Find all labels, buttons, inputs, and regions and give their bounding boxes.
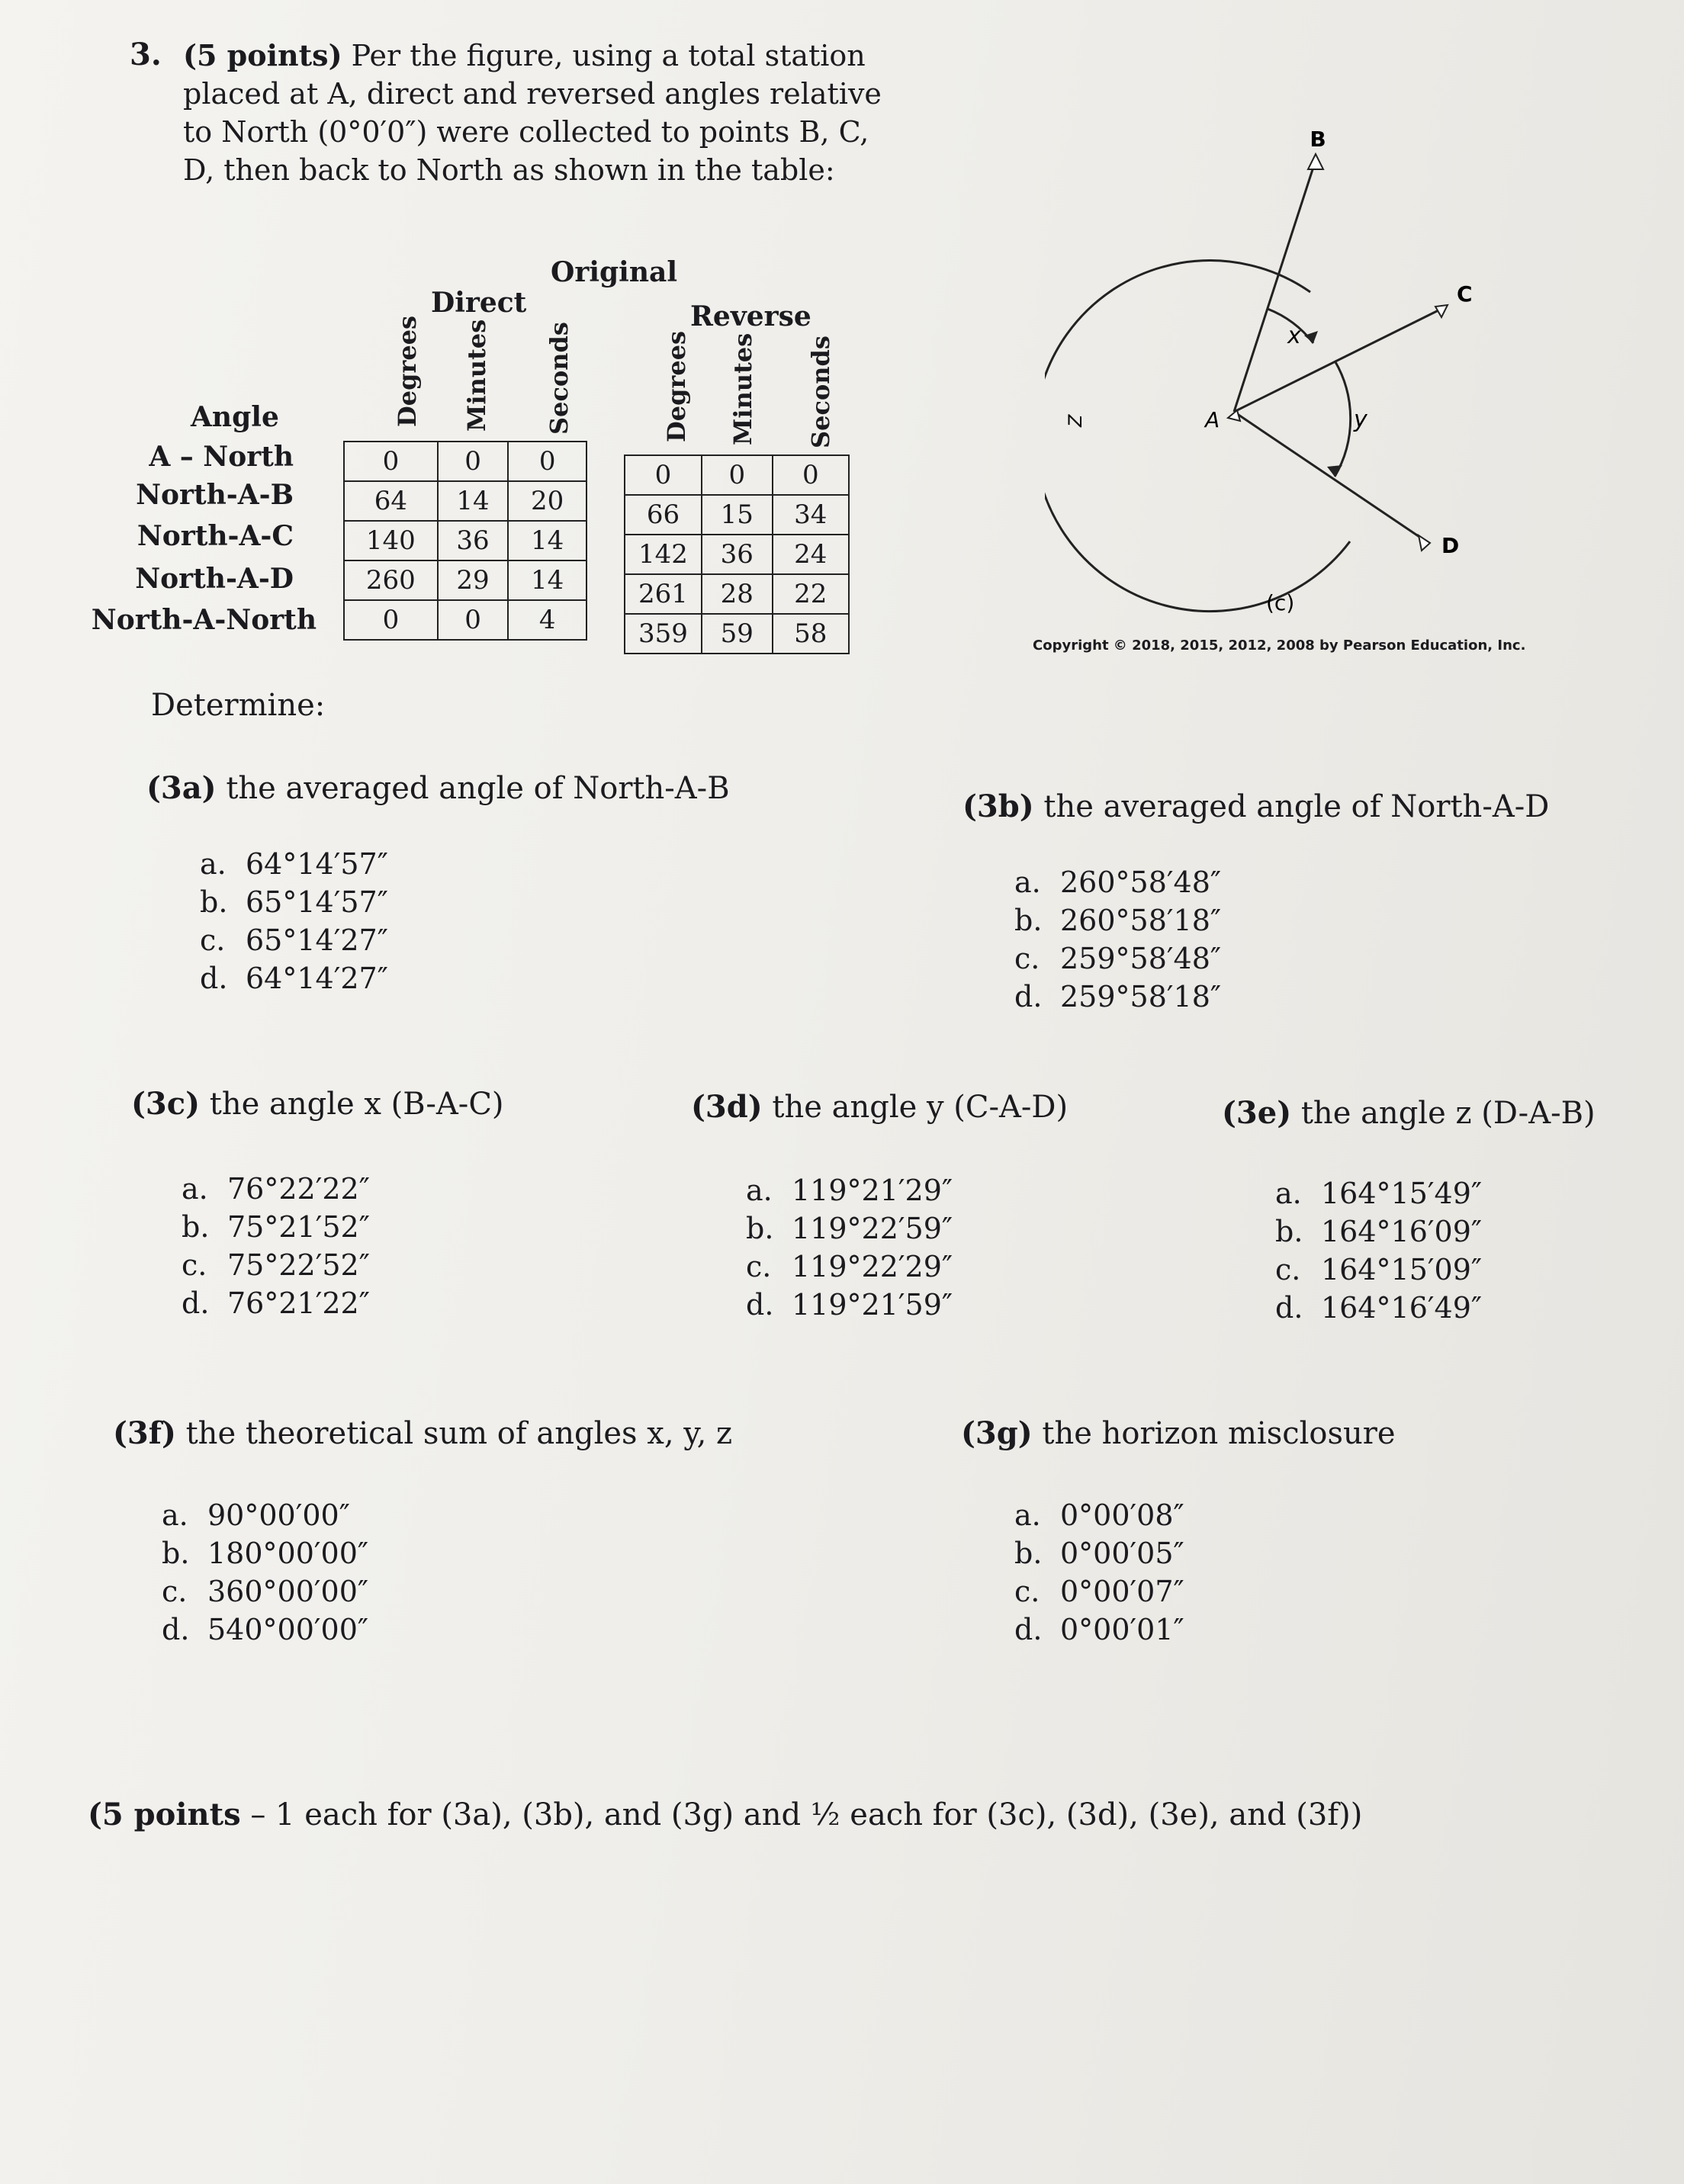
option-value: 64°14′57″ [246, 847, 388, 881]
option-letter: d. [182, 1286, 210, 1320]
part-3b-text: the averaged angle of North-A-D [1043, 789, 1550, 824]
table-row [625, 495, 849, 535]
question-number: 3. [130, 37, 162, 72]
option-value: 164°16′09″ [1321, 1215, 1483, 1248]
line-a-b [1234, 160, 1316, 412]
table-cell: 359 [625, 614, 702, 654]
option-value: 119°21′59″ [792, 1288, 953, 1322]
part-3f-text: the theoretical sum of angles x, y, z [185, 1416, 733, 1451]
part-3g-title [961, 1415, 1396, 1451]
option-value: 65°14′27″ [246, 923, 388, 957]
option-3a-d[interactable] [200, 959, 388, 997]
question-points: (5 points) [183, 38, 342, 72]
table-cell: 0 [438, 442, 509, 481]
option-3c-b[interactable] [182, 1208, 370, 1246]
table-cell: 261 [625, 574, 702, 614]
option-letter: c. [182, 1248, 207, 1282]
option-3f-d[interactable] [162, 1611, 368, 1649]
table-cell: 260 [344, 560, 438, 600]
option-3g-c[interactable] [1014, 1572, 1184, 1611]
option-letter: b. [746, 1212, 774, 1245]
option-3f-b[interactable] [162, 1534, 368, 1572]
option-letter: b. [182, 1210, 210, 1244]
intro-line-3: to North (0°0′0″) were collected to points B, C, [183, 115, 869, 149]
option-3d-c[interactable] [746, 1248, 953, 1286]
table-cell: 0 [702, 455, 773, 495]
option-3g-b[interactable] [1014, 1534, 1184, 1572]
part-3g-options [1014, 1496, 1184, 1649]
footer-points: (5 points [88, 1797, 241, 1832]
row-label-north-a-d: North-A-D [135, 563, 294, 595]
point-b-marker [1308, 154, 1323, 169]
table-cell: 58 [773, 614, 849, 654]
measurement-arc [1045, 261, 1350, 612]
traverse-figure [1045, 114, 1518, 663]
option-value: 180°00′00″ [207, 1537, 369, 1570]
figure-caption: (c) [1266, 590, 1295, 615]
option-3g-a[interactable] [1014, 1496, 1184, 1534]
option-value: 260°58′48″ [1060, 866, 1222, 899]
reverse-seconds-header: Seconds [806, 336, 835, 448]
option-value: 164°15′09″ [1321, 1253, 1483, 1286]
option-letter: d. [746, 1288, 774, 1322]
table-cell: 0 [773, 455, 849, 495]
part-3g-id: (3g) [961, 1415, 1033, 1451]
table-row [344, 521, 587, 560]
label-z: Z [1065, 414, 1086, 427]
option-3g-d[interactable] [1014, 1611, 1184, 1649]
option-3f-c[interactable] [162, 1572, 368, 1611]
option-3a-c[interactable] [200, 921, 388, 959]
line-a-c [1234, 309, 1441, 412]
row-label-north-a-north: North-A-North [91, 604, 317, 636]
option-value: 119°22′59″ [792, 1212, 953, 1245]
option-value: 65°14′57″ [246, 885, 388, 919]
part-3c-title [131, 1086, 504, 1122]
option-letter: c. [746, 1250, 772, 1283]
label-x: x [1287, 323, 1301, 349]
part-3f-options [162, 1496, 368, 1649]
option-3b-c[interactable] [1014, 939, 1221, 978]
option-letter: a. [162, 1498, 188, 1532]
option-letter: b. [200, 885, 228, 919]
option-3b-b[interactable] [1014, 901, 1221, 939]
option-value: 119°21′29″ [792, 1174, 953, 1207]
table-cell: 15 [702, 495, 773, 535]
option-3b-d[interactable] [1014, 978, 1221, 1016]
table-cell: 142 [625, 535, 702, 574]
part-3d-text: the angle y (C-A-D) [772, 1090, 1069, 1125]
option-letter: b. [1014, 1537, 1043, 1570]
option-value: 0°00′05″ [1060, 1537, 1184, 1570]
label-a: A [1205, 407, 1220, 432]
part-3b-options [1014, 863, 1221, 1016]
part-3g-text: the horizon misclosure [1042, 1416, 1396, 1451]
part-3c-id: (3c) [131, 1086, 201, 1122]
option-3f-a[interactable] [162, 1496, 368, 1534]
option-value: 259°58′48″ [1060, 942, 1222, 975]
option-letter: a. [1014, 866, 1041, 899]
point-a-marker [1228, 410, 1240, 421]
table-cell: 14 [438, 481, 509, 521]
option-letter: d. [1014, 1613, 1043, 1646]
part-3b-id: (3b) [963, 788, 1034, 824]
footer-text: – 1 each for (3a), (3b), and (3g) and ½ each for (3c), (3d), (3e), and (3f)) [240, 1797, 1363, 1832]
option-value: 0°00′01″ [1060, 1613, 1184, 1646]
option-3c-a[interactable] [182, 1170, 370, 1208]
option-value: 164°15′49″ [1321, 1177, 1483, 1210]
option-letter: d. [1275, 1291, 1303, 1325]
option-letter: a. [1275, 1177, 1302, 1210]
option-value: 0°00′07″ [1060, 1575, 1184, 1608]
part-3e-text: the angle z (D-A-B) [1300, 1096, 1596, 1131]
table-cell: 0 [344, 442, 438, 481]
direct-minutes-header: Minutes [462, 319, 491, 432]
part-3c-text: the angle x (B-A-C) [209, 1087, 504, 1122]
table-cell: 0 [438, 600, 509, 640]
part-3b-title [963, 788, 1549, 824]
table-cell: 22 [773, 574, 849, 614]
part-3d-options [746, 1171, 953, 1324]
label-c: C [1457, 281, 1473, 307]
intro-line-4: D, then back to North as shown in the table: [183, 153, 835, 187]
option-letter: d. [1014, 980, 1043, 1013]
part-3e-options [1275, 1174, 1482, 1327]
option-letter: c. [1014, 1575, 1040, 1608]
table-row [625, 535, 849, 574]
copyright-notice: Copyright © 2018, 2015, 2012, 2008 by Pearson Education, Inc. [1033, 638, 1526, 654]
option-3e-c[interactable] [1275, 1251, 1482, 1289]
option-value: 119°22′29″ [792, 1250, 953, 1283]
table-cell: 140 [344, 521, 438, 560]
part-3f-title [113, 1415, 732, 1451]
option-value: 76°22′22″ [227, 1172, 370, 1206]
option-letter: a. [746, 1174, 773, 1207]
table-row [344, 481, 587, 521]
angle-label: Angle [191, 401, 279, 433]
option-3d-b[interactable] [746, 1209, 953, 1248]
table-cell: 34 [773, 495, 849, 535]
table-cell: 64 [344, 481, 438, 521]
option-value: 0°00′08″ [1060, 1498, 1184, 1532]
table-cell: 0 [344, 600, 438, 640]
option-3c-c[interactable] [182, 1246, 370, 1284]
direct-table [343, 441, 587, 641]
table-row [625, 455, 849, 495]
table-cell: 4 [508, 600, 587, 640]
part-3d-title [691, 1089, 1068, 1125]
option-letter: a. [182, 1172, 208, 1206]
reverse-minutes-header: Minutes [728, 332, 757, 445]
original-label: Original [551, 256, 678, 288]
option-value: 76°21′22″ [227, 1286, 370, 1320]
option-value: 259°58′18″ [1060, 980, 1222, 1013]
table-cell: 36 [702, 535, 773, 574]
intro-line-1: Per the figure, using a total station [351, 39, 866, 72]
option-3a-a[interactable] [200, 845, 388, 883]
row-label-a-north: A – North [149, 441, 294, 473]
part-3d-id: (3d) [691, 1089, 763, 1125]
table-cell: 36 [438, 521, 509, 560]
table-row [344, 442, 587, 481]
line-a-d [1234, 412, 1426, 541]
option-letter: c. [1275, 1253, 1301, 1286]
option-letter: b. [1014, 904, 1043, 937]
option-letter: b. [1275, 1215, 1303, 1248]
determine-label: Determine: [151, 688, 326, 723]
option-value: 90°00′00″ [207, 1498, 350, 1532]
option-letter: c. [200, 923, 226, 957]
option-3d-a[interactable] [746, 1171, 953, 1209]
table-row [344, 560, 587, 600]
option-3d-d[interactable] [746, 1286, 953, 1324]
table-cell: 20 [508, 481, 587, 521]
option-value: 164°16′49″ [1321, 1291, 1483, 1325]
option-value: 75°21′52″ [227, 1210, 370, 1244]
question-intro [183, 37, 882, 189]
table-row [625, 614, 849, 654]
option-value: 360°00′00″ [207, 1575, 369, 1608]
label-d: D [1441, 533, 1460, 558]
option-letter: c. [162, 1575, 188, 1608]
table-cell: 0 [625, 455, 702, 495]
option-3a-b[interactable] [200, 883, 388, 921]
reverse-table [624, 454, 850, 654]
direct-degrees-header: Degrees [393, 315, 422, 427]
part-3a-text: the averaged angle of North-A-B [226, 771, 730, 806]
points-footer [88, 1797, 1362, 1832]
option-letter: a. [1014, 1498, 1041, 1532]
table-row [625, 574, 849, 614]
part-3e-id: (3e) [1222, 1095, 1292, 1131]
option-value: 75°22′52″ [227, 1248, 370, 1282]
option-value: 540°00′00″ [207, 1613, 369, 1646]
option-3c-d[interactable] [182, 1284, 370, 1322]
table-row [344, 600, 587, 640]
label-y: y [1354, 406, 1367, 433]
table-cell: 14 [508, 521, 587, 560]
option-3e-a[interactable] [1275, 1174, 1482, 1212]
table-cell: 28 [702, 574, 773, 614]
table-cell: 14 [508, 560, 587, 600]
table-cell: 24 [773, 535, 849, 574]
option-3e-d[interactable] [1275, 1289, 1482, 1327]
table-cell: 0 [508, 442, 587, 481]
option-3e-b[interactable] [1275, 1212, 1482, 1251]
part-3a-id: (3a) [146, 770, 217, 806]
option-value: 64°14′27″ [246, 962, 388, 995]
part-3a-options [200, 845, 388, 997]
table-cell: 66 [625, 495, 702, 535]
row-label-north-a-b: North-A-B [136, 479, 294, 511]
option-letter: a. [200, 847, 227, 881]
label-b: B [1310, 127, 1326, 152]
point-c-marker [1435, 305, 1448, 317]
option-value: 260°58′18″ [1060, 904, 1222, 937]
table-cell: 29 [438, 560, 509, 600]
part-3c-options [182, 1170, 370, 1322]
option-letter: d. [162, 1613, 190, 1646]
part-3e-title [1222, 1095, 1596, 1131]
option-letter: b. [162, 1537, 190, 1570]
option-letter: c. [1014, 942, 1040, 975]
intro-line-2: placed at A, direct and reversed angles relative [183, 77, 882, 111]
option-3b-a[interactable] [1014, 863, 1221, 901]
row-label-north-a-c: North-A-C [137, 520, 294, 552]
reverse-label: Reverse [690, 300, 811, 332]
direct-seconds-header: Seconds [545, 322, 574, 435]
table-cell: 59 [702, 614, 773, 654]
part-3f-id: (3f) [113, 1415, 176, 1451]
direct-label: Direct [431, 287, 527, 319]
part-3a-title [146, 770, 730, 806]
reverse-degrees-header: Degrees [662, 330, 691, 442]
angle-y-arc [1335, 361, 1351, 477]
option-letter: d. [200, 962, 228, 995]
point-d-marker [1419, 535, 1430, 551]
